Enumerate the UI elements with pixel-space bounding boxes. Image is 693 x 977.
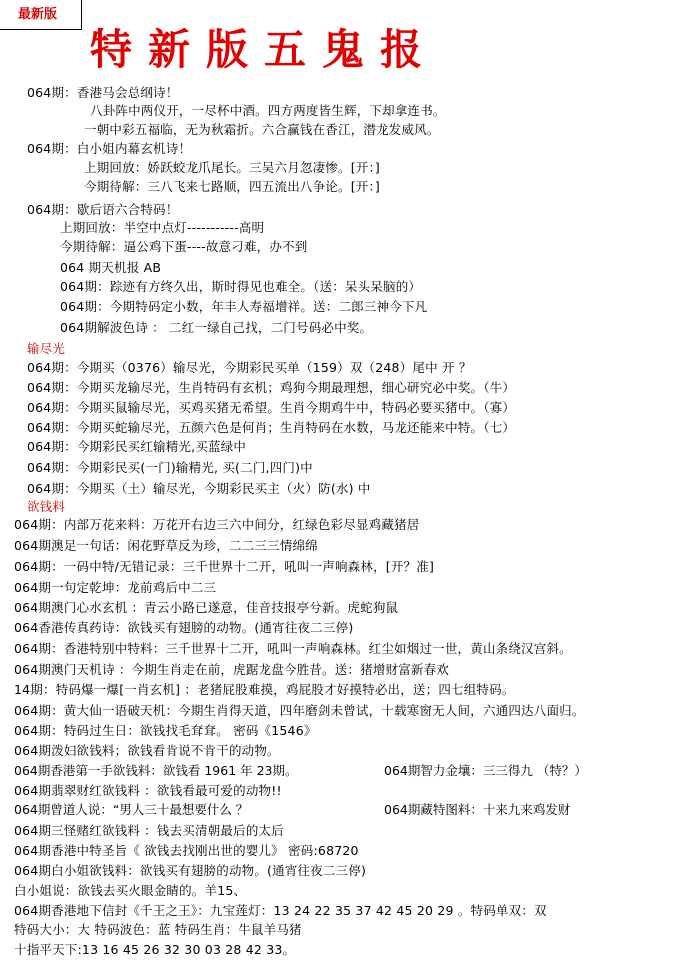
text-line: 064期：黄大仙一语破天机：今期生肖得天道，四年磨剑未曾试，十载寒窗无人间，六通四达八面归。 xyxy=(14,703,585,718)
text-line: 今期待解：三八飞来七路顺，四五流出八争论。[开：] xyxy=(84,179,381,194)
text-line: 064期：香港特别中特料：三千世界十二开，吼叫一声响森林。红尘如烟过一世，黄山条绕汉宫斜。 xyxy=(14,641,572,656)
edition-badge-label: 最新版 xyxy=(18,7,58,22)
text-line: 064 期天机报 AB xyxy=(60,260,162,275)
text-line: 064期：今期买（0376）输尽光，今期彩民买单（159）双（248）尾中 开 ？ xyxy=(27,360,472,375)
text-line: 064期：今期买鼠输尽光，买鸡买猪无希望。生肖今期鸡牛中，特码必要买猪中。（寡） xyxy=(27,400,516,415)
text-line: 今期待解：逼公鸡下蛋----故意刁难，办不到 xyxy=(60,239,308,254)
text-line: 十指平天下:13 16 45 26 32 30 03 28 42 33。 xyxy=(14,942,296,957)
text-line: 064期：白小姐内幕玄机诗！ xyxy=(27,141,192,156)
text-line: 064期香港中特圣旨《 欲钱去找刚出世的婴儿》 密码:68720 xyxy=(14,843,359,858)
text-line: 064期：内部万花来料：万花开右边三六中间分，红绿色彩尽显鸡藏猪居 xyxy=(14,517,420,532)
text-line: 特码大小：大 特码波色：蓝 特码生肖：牛鼠羊马猪 xyxy=(14,922,302,937)
text-line: 064期香港第一手欲钱料：欲钱看 1961 年 23期。 xyxy=(14,763,298,778)
text-line: 064期澳门心水玄机 ：青云小路已遂意，佳音技报亭兮新。虎蛇狗鼠 xyxy=(14,600,399,615)
text-line: 064期：今期买（土）输尽光，今期彩民买主（火）防(水) 中 xyxy=(27,481,371,496)
text-line: 064期：香港马会总纲诗！ xyxy=(27,85,179,100)
text-line: 064期：今期买蛇输尽光，五颜六色是何肖；生肖特码在水数，马龙还能来中特。（七） xyxy=(27,420,516,435)
text-line: 064期泼妇欲钱料；欲钱看肯说不肯干的动物。 xyxy=(14,743,280,758)
text-line: 064期：今期彩民买红输精光,买蓝绿中 xyxy=(27,439,247,454)
text-line: 064期：特码过生日：欲钱找毛耷耷。 密码《1546》 xyxy=(14,723,317,738)
text-line: 064期曾道人说：“男人三十最想要什么 ？ xyxy=(14,802,249,817)
text-line: 064期澳足一句话：闲花野草反为珍，二二三三情绵绵 xyxy=(14,538,318,553)
text-line: 白小姐说：欲钱去买火眼金睛的。羊15、 xyxy=(14,883,247,898)
text-line: 064期翡翠财红欲钱料 ：欲钱看最可爱的动物!! xyxy=(14,783,282,798)
text-line: 064期解波色诗 ： 二红一绿自己找，二门号码必中奖。 xyxy=(60,320,373,335)
text-line: 上期回放：娇跃蛟龙爪尾长。三吴六月忽凄惨。[开：] xyxy=(84,160,381,175)
text-line: 064期智力金壤：三三得九 （特？） xyxy=(384,763,587,778)
text-line: 八卦阵中两仪开，一尽杯中酒。四方两度皆生辉，下却拿连书。 xyxy=(90,103,446,118)
text-line: 064期一句定乾坤：龙前鸡后中二三 xyxy=(14,580,217,595)
text-line: 064期：歇后语六合特码！ xyxy=(27,202,179,217)
section-heading: 欲钱料 xyxy=(27,499,66,514)
text-line: 064期澳门天机诗 ：今期生肖走在前，虎踞龙盘今胜昔。送：猪增财富新春欢 xyxy=(14,662,450,677)
text-line: 14期：特码爆一爆[一肖玄机] ：老猪屁股难摸，鸡屁股才好摸特必出，送；四七组特码。 xyxy=(14,682,515,697)
text-line: 064期：今期买龙输尽光，生肖特码有玄机；鸡狗今期最理想，细心研究必中奖。（牛） xyxy=(27,380,516,395)
text-line: 064期香港地下信封《千王之王》：九宝莲灯：13 24 22 35 37 42 45 20 29 。特码单双：双 xyxy=(14,903,547,918)
text-line: 064期藏特图料：十来九来鸡发财 xyxy=(384,802,571,817)
text-line: 064期白小姐欲钱料：欲钱买有翅膀的动物。(通宵往夜二三停) xyxy=(14,863,367,878)
text-line: 064期：踪迹有方终久出，斯时得见也难全。（送：呆头呆脑的） xyxy=(60,279,422,294)
section-heading: 输尽光 xyxy=(27,341,66,356)
text-line: 064期：一码中特/无错记录：三千世界十二开，吼叫一声响森林，[开？准] xyxy=(14,559,435,574)
edition-badge xyxy=(0,0,82,30)
text-line: 064期三怪赌红欲钱料 ：钱去买清朝最后的太后 xyxy=(14,823,284,838)
text-line: 064期：今期彩民买(一门)输精光, 买(二门,四门)中 xyxy=(27,460,313,475)
text-line: 一朝中彩五福临，无为秋霜折。六合赢钱在香江，潜龙发威风。 xyxy=(84,122,440,137)
text-line: 064香港传真药诗：欲钱买有翅膀的动物。(通宵往夜二三停) xyxy=(14,620,354,635)
text-line: 064期：今期特码定小数，年丰人寿福增祥。送：二郎三神今下凡 xyxy=(60,299,428,314)
page-title: 特新版五鬼报 xyxy=(90,25,439,74)
text-line: 上期回放：半空中点灯-----------高明 xyxy=(60,220,265,235)
